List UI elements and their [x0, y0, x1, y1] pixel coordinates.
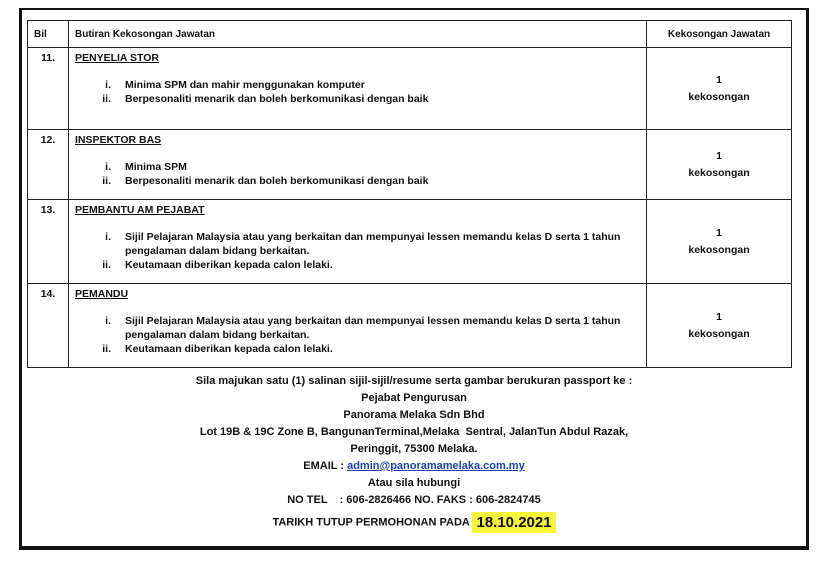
item-number: i. [105, 79, 111, 91]
position-title: PEMBANTU AM PEJABAT [75, 204, 205, 216]
list-item [75, 92, 640, 106]
row-number: 11. [28, 48, 69, 130]
position-details [69, 200, 647, 284]
item-number: ii. [102, 343, 111, 355]
item-text: Minima SPM dan mahir menggunakan komputer [125, 79, 365, 91]
position-details [69, 48, 647, 130]
count-number: 1 [716, 310, 722, 323]
header-description: Butiran Kekosongan Jawatan [69, 21, 647, 48]
application-info [19, 373, 809, 533]
header-vacancy-count: Kekosongan Jawatan [647, 21, 792, 48]
list-item [75, 78, 640, 92]
row-number: 13. [28, 200, 69, 284]
count-label: kekosongan [688, 327, 750, 340]
item-text: Keutamaan diberikan kepada calon lelaki. [125, 259, 333, 271]
vacancy-table [27, 20, 792, 368]
item-number: i. [105, 315, 111, 327]
count-label: kekosongan [688, 166, 750, 179]
count-number: 1 [716, 73, 722, 86]
vacancy-count [647, 284, 792, 368]
item-number: ii. [102, 175, 111, 187]
position-title: PENYELIA STOR [75, 52, 160, 64]
list-item [75, 258, 640, 272]
list-item [75, 342, 640, 356]
item-text: Keutamaan diberikan kepada calon lelaki. [125, 343, 333, 355]
list-item [75, 314, 640, 342]
position-title: INSPEKTOR BAS [75, 134, 162, 146]
application-instruction: Sila majukan satu (1) salinan sijil-sijil/resume serta gambar berukuran passport ke : [195, 375, 633, 387]
deadline-label: TARIKH TUTUP PERMOHONAN PADA [272, 516, 470, 529]
row-number: 12. [28, 130, 69, 200]
position-title: PEMANDU [75, 288, 129, 300]
table-row [28, 130, 792, 200]
item-text: Berpesonaliti menarik dan boleh berkomunikasi dengan baik [125, 93, 429, 105]
row-number: 14. [28, 284, 69, 368]
table-row [28, 48, 792, 130]
item-number: i. [105, 231, 111, 243]
deadline-date: 18.10.2021 [472, 512, 555, 533]
item-text: Minima SPM [125, 161, 187, 173]
address-line-1: Lot 19B & 19C Zone B, BangunanTerminal,Melaka Sentral, JalanTun Abdul Razak, [199, 426, 629, 438]
list-item [75, 160, 640, 174]
item-number: ii. [102, 259, 111, 271]
table-header-row [28, 21, 792, 48]
email-link[interactable]: admin@panoramamelaka.com.my [347, 460, 525, 472]
company-name: Panorama Melaka Sdn Bhd [343, 409, 485, 421]
requirement-list [75, 160, 640, 188]
item-text: Sijil Pelajaran Malaysia atau yang berkaitan dan mempunyai lessen memandu kelas D serta 1 tahun pengalaman dalam bidang berkaitan. [125, 231, 621, 257]
count-label: kekosongan [688, 90, 750, 103]
requirement-list [75, 314, 640, 356]
list-item [75, 230, 640, 258]
table-row [28, 284, 792, 368]
count-number: 1 [716, 226, 722, 239]
position-details [69, 130, 647, 200]
requirement-list [75, 230, 640, 272]
vacancy-count [647, 130, 792, 200]
requirement-list [75, 78, 640, 106]
item-number: i. [105, 161, 111, 173]
department-name: Pejabat Pengurusan [361, 392, 467, 404]
phone-fax-line: NO TEL : 606-2826466 NO. FAKS : 606-2824745 [287, 494, 541, 506]
list-item [75, 174, 640, 188]
email-label: EMAIL : [303, 460, 345, 472]
count-label: kekosongan [688, 243, 750, 256]
item-number: ii. [102, 93, 111, 105]
position-details [69, 284, 647, 368]
table-row [28, 200, 792, 284]
vacancy-count [647, 48, 792, 130]
address-line-2: Peringgit, 75300 Melaka. [350, 443, 478, 455]
deadline-line [19, 512, 809, 533]
contact-prompt: Atau sila hubungi [367, 477, 461, 489]
vacancy-count [647, 200, 792, 284]
header-bil: Bil [28, 21, 69, 48]
count-number: 1 [716, 149, 722, 162]
item-text: Sijil Pelajaran Malaysia atau yang berkaitan dan mempunyai lessen memandu kelas D serta 1 tahun pengalaman dalam bidang berkaitan. [125, 315, 621, 341]
item-text: Berpesonaliti menarik dan boleh berkomunikasi dengan baik [125, 175, 429, 187]
email-line [19, 458, 809, 475]
